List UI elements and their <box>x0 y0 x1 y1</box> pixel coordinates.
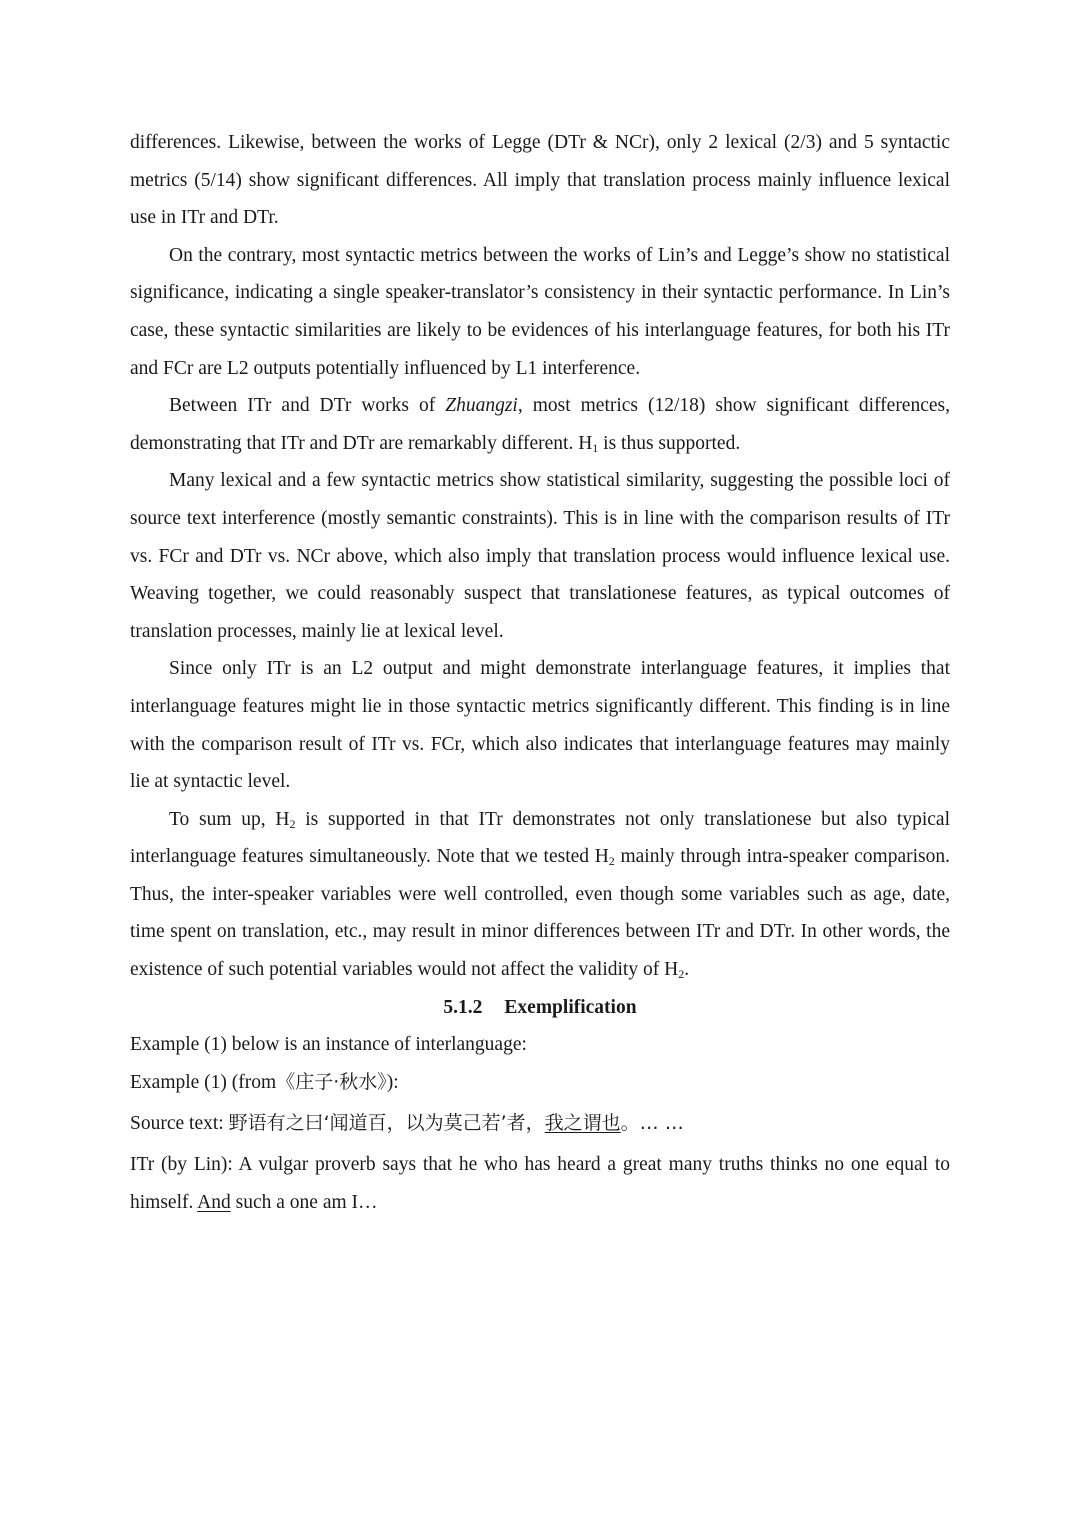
section-title: Exemplification <box>504 996 637 1018</box>
paragraph-3-text: Between ITr and DTr works of <box>169 395 446 417</box>
section-number: 5.1.2 <box>443 996 483 1018</box>
source-text-label: Source text: <box>130 1113 229 1135</box>
paragraph-6-text-end: . <box>684 959 690 981</box>
example-label <box>130 1064 950 1102</box>
paragraph-6-text-cont: is supported in that ITr demonstrates not only translationese but also typical interlanguage features simultaneously. Note that we tested H <box>130 808 950 868</box>
example-intro <box>130 1026 950 1064</box>
hypothesis-subscript: 2 <box>289 816 296 831</box>
itr-underlined: And <box>197 1192 231 1214</box>
example-intro-text: Example (1) below is an instance of interlanguage: <box>130 1034 527 1056</box>
hypothesis-subscript: 2 <box>678 967 685 982</box>
paragraph-3 <box>130 387 950 462</box>
paragraph-3-text-end: is thus supported. <box>598 432 741 454</box>
paragraph-6-text: To sum up, H <box>169 808 290 830</box>
zhuangzi-italic: Zhuangzi <box>445 395 518 417</box>
source-text-underlined: 我之谓也 <box>544 1112 621 1135</box>
itr-text: ITr (by Lin): A vulgar proverb says that he who has heard a great many truths thinks no one equal to himself. <box>130 1154 950 1214</box>
paragraph-6 <box>130 801 950 989</box>
paragraph-4 <box>130 462 950 650</box>
source-text-ellipsis: 。… … <box>620 1112 684 1135</box>
hypothesis-subscript: 2 <box>608 854 615 869</box>
section-heading <box>130 989 950 1027</box>
hypothesis-subscript: 1 <box>592 440 599 455</box>
example-label-end: ): <box>386 1071 399 1093</box>
paragraph-4-text: Many lexical and a few syntactic metrics show statistical similarity, suggesting the possible loci of source text interference (mostly semantic constraints). This is in line with the comparison results of ITr vs. FCr and DTr vs. NCr above, which also imply that translation process would influence lexical use. Weaving together, we could reasonably suspect that translationese features, as typical outcomes of translation processes, mainly lie at lexical level. <box>130 470 950 642</box>
source-title-cjk: 《庄子·秋水》 <box>276 1070 387 1093</box>
itr-text-end: such a one am I… <box>230 1192 378 1214</box>
paragraph-2 <box>130 237 950 387</box>
itr-line <box>130 1146 950 1221</box>
paragraph-5 <box>130 650 950 800</box>
source-text-cjk: 野语有之曰‘闻道百，以为莫己若’者， <box>228 1112 545 1135</box>
body-text <box>130 124 950 1222</box>
example-label-text: Example (1) (from <box>130 1071 277 1093</box>
paragraph-3-text-cont: , most metrics (12/18) show significant differences, demonstrating that ITr and DTr are remarkably different. H <box>130 395 950 454</box>
source-text-line <box>130 1101 950 1146</box>
paragraph-6-text-cont2: mainly through intra-speaker comparison. Thus, the inter-speaker variables were well controlled, even though some variables such as age, date, time spent on translation, etc., may result in minor differences between ITr and DTr. In other words, the existence of such potential variables would not affect the validity of H <box>130 846 951 981</box>
paragraph-1 <box>130 124 950 237</box>
paragraph-2-text: On the contrary, most syntactic metrics between the works of Lin’s and Legge’s show no statistical significance, indicating a single speaker-translator’s consistency in their syntactic performance. In Lin’s case, these syntactic similarities are likely to be evidences of his interlanguage features, for both his ITr and FCr are L2 outputs potentially influenced by L1 interference. <box>130 244 950 379</box>
paragraph-5-text: Since only ITr is an L2 output and might demonstrate interlanguage features, it implies that interlanguage features might lie in those syntactic metrics significantly different. This finding is in line with the comparison result of ITr vs. FCr, which also indicates that interlanguage features may mainly lie at syntactic level. <box>130 658 950 793</box>
paragraph-1-text: differences. Likewise, between the works of Legge (DTr & NCr), only 2 lexical (2/3) and 5 syntactic metrics (5/14) show significant differences. All imply that translation process mainly influence lexical use in ITr and DTr. <box>130 132 950 229</box>
